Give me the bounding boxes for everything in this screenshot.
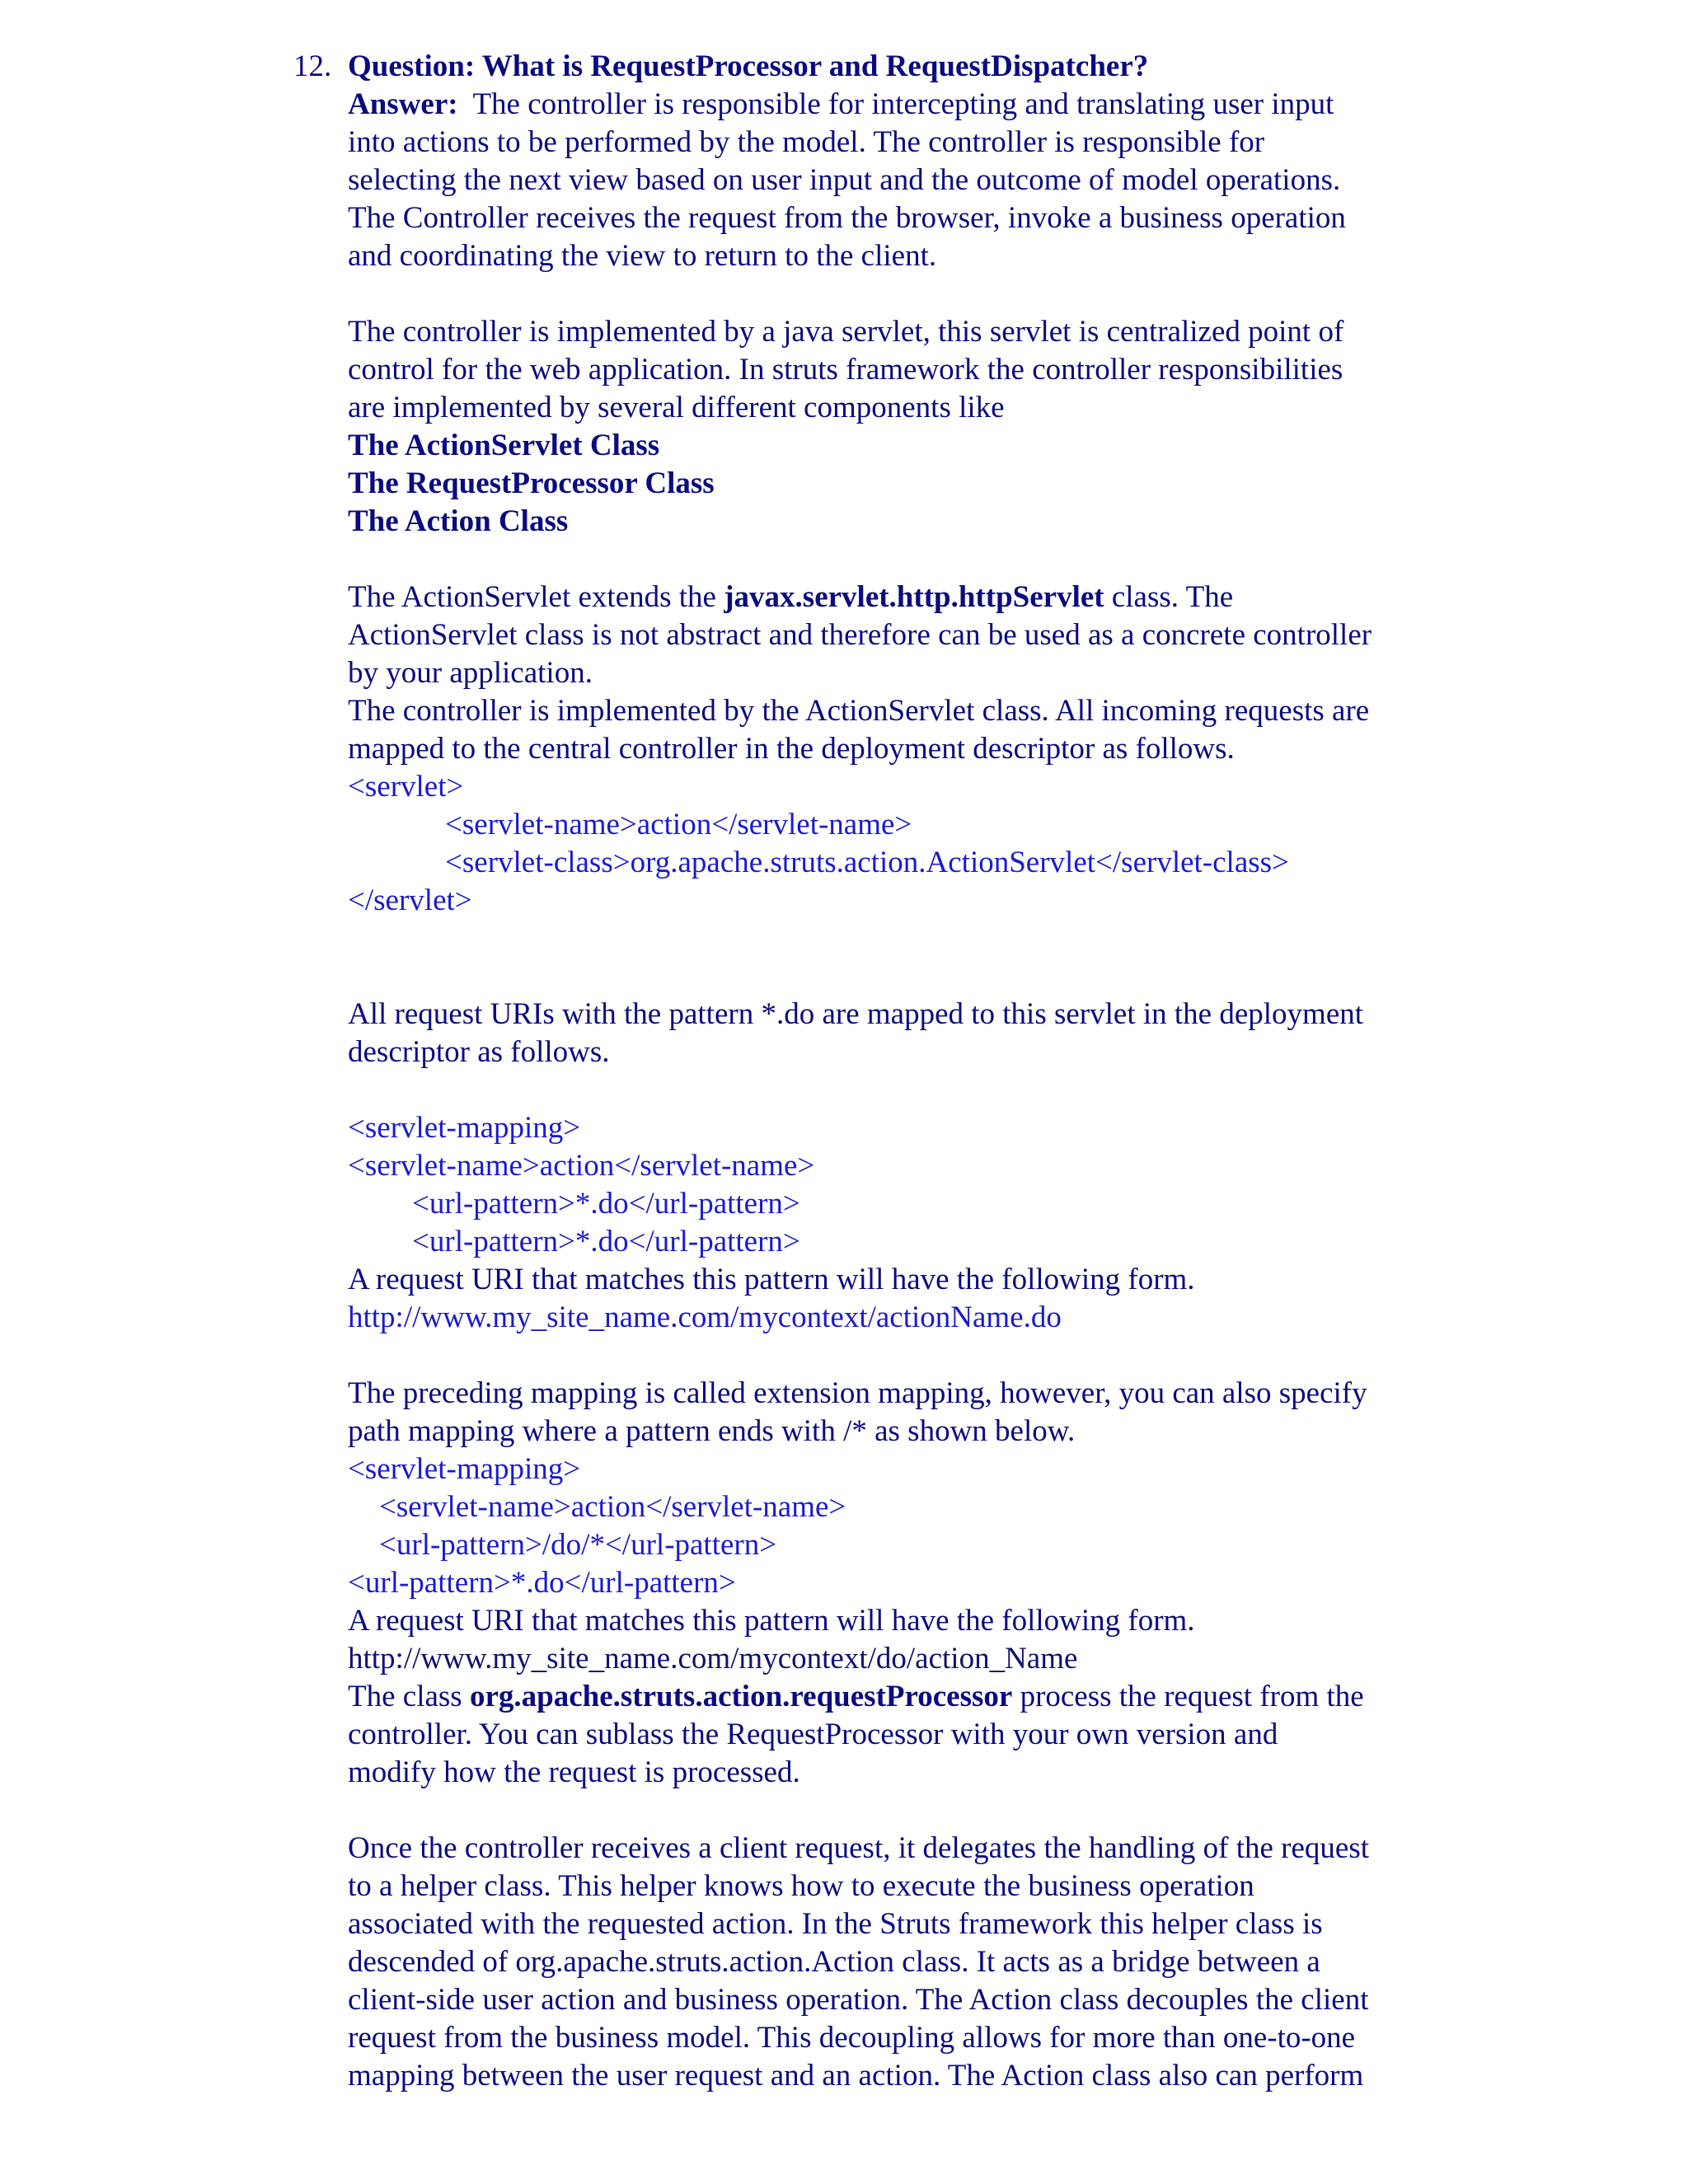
answer-label: Answer: <box>348 87 458 121</box>
example-url-extension: http://www.my_site_name.com/mycontext/actionName.do <box>348 1301 1062 1334</box>
question-title: Question: What is RequestProcessor and RequestDispatcher? <box>348 49 1149 83</box>
paragraph-line <box>348 579 1233 616</box>
paragraph-line: The controller is implemented by a java servlet, this servlet is centralized point of <box>348 315 1344 349</box>
paragraph-line: descriptor as follows. <box>348 1035 610 1069</box>
class-name: org.apache.struts.action.requestProcessor <box>469 1680 1013 1713</box>
paragraph-line: to a helper class. This helper knows how to execute the business operation <box>348 1869 1254 1903</box>
paragraph-line: controller. You can sublass the RequestProcessor with your own version and <box>348 1718 1278 1751</box>
class-name: javax.servlet.http.httpServlet <box>724 580 1104 614</box>
code-line: <servlet-mapping> <box>348 1111 581 1145</box>
paragraph-line: modify how the request is processed. <box>348 1755 800 1789</box>
code-line: </servlet> <box>348 883 472 917</box>
paragraph-line: descended of org.apache.struts.action.Action class. It acts as a bridge between a <box>348 1945 1320 1979</box>
paragraph-line: request from the business model. This decoupling allows for more than one-to-one <box>348 2021 1356 2055</box>
paragraph-line: and coordinating the view to return to the client. <box>348 239 937 273</box>
paragraph-line <box>348 1678 1364 1716</box>
code-line: <servlet-class>org.apache.struts.action.ActionServlet</servlet-class> <box>445 846 1289 879</box>
text-run: process the request from the <box>1012 1680 1364 1713</box>
text-run: class. The <box>1104 580 1234 614</box>
question-number: 12. <box>293 49 332 83</box>
code-line: <servlet-name>action</servlet-name> <box>348 1149 815 1183</box>
text-run: The ActionServlet extends the <box>348 580 724 614</box>
paragraph-line: path mapping where a pattern ends with /* as shown below. <box>348 1414 1076 1448</box>
paragraph-line: are implemented by several different components like <box>348 391 1005 424</box>
paragraph-line: by your application. <box>348 656 593 690</box>
paragraph-line: A request URI that matches this pattern will have the following form. <box>348 1604 1195 1638</box>
paragraph-line: mapped to the central controller in the deployment descriptor as follows. <box>348 732 1235 766</box>
code-line: <servlet> <box>348 770 464 804</box>
paragraph-line: A request URI that matches this pattern will have the following form. <box>348 1263 1195 1296</box>
component-action: The Action Class <box>348 504 569 538</box>
paragraph-line: selecting the next view based on user input and the outcome of model operations. <box>348 163 1341 197</box>
component-actionservlet: The ActionServlet Class <box>348 429 660 462</box>
paragraph-text: The controller is responsible for intercepting and translating user input <box>472 87 1334 121</box>
code-line: <url-pattern>/do/*</url-pattern> <box>379 1528 777 1562</box>
code-line: <servlet-name>action</servlet-name> <box>379 1490 846 1524</box>
paragraph-line: control for the web application. In struts framework the controller responsibilities <box>348 353 1343 387</box>
answer-line <box>348 86 1334 124</box>
code-line: <url-pattern>*.do</url-pattern> <box>348 1566 736 1600</box>
paragraph-line: client-side user action and business operation. The Action class decouples the client <box>348 1983 1369 2017</box>
paragraph-line: associated with the requested action. In the Struts framework this helper class is <box>348 1907 1323 1941</box>
paragraph-line: The preceding mapping is called extension mapping, however, you can also specify <box>348 1376 1367 1410</box>
paragraph-line: The controller is implemented by the ActionServlet class. All incoming requests are <box>348 694 1370 728</box>
text-run: The class <box>348 1680 470 1713</box>
component-requestprocessor: The RequestProcessor Class <box>348 466 715 500</box>
paragraph-line: into actions to be performed by the model. The controller is responsible for <box>348 125 1265 159</box>
paragraph-line: The Controller receives the request from the browser, invoke a business operation <box>348 201 1346 235</box>
code-line: <url-pattern>*.do</url-pattern> <box>412 1225 800 1258</box>
code-line: <url-pattern>*.do</url-pattern> <box>412 1187 800 1221</box>
paragraph-line: mapping between the user request and an action. The Action class also can perform <box>348 2059 1364 2093</box>
code-line: <servlet-name>action</servlet-name> <box>445 808 912 841</box>
paragraph-line: All request URIs with the pattern *.do are mapped to this servlet in the deployment <box>348 997 1364 1031</box>
paragraph-line: ActionServlet class is not abstract and therefore can be used as a concrete controller <box>348 618 1372 652</box>
code-line: <servlet-mapping> <box>348 1452 581 1486</box>
example-url-path: http://www.my_site_name.com/mycontext/do/action_Name <box>348 1642 1078 1675</box>
paragraph-line: Once the controller receives a client request, it delegates the handling of the request <box>348 1831 1369 1865</box>
